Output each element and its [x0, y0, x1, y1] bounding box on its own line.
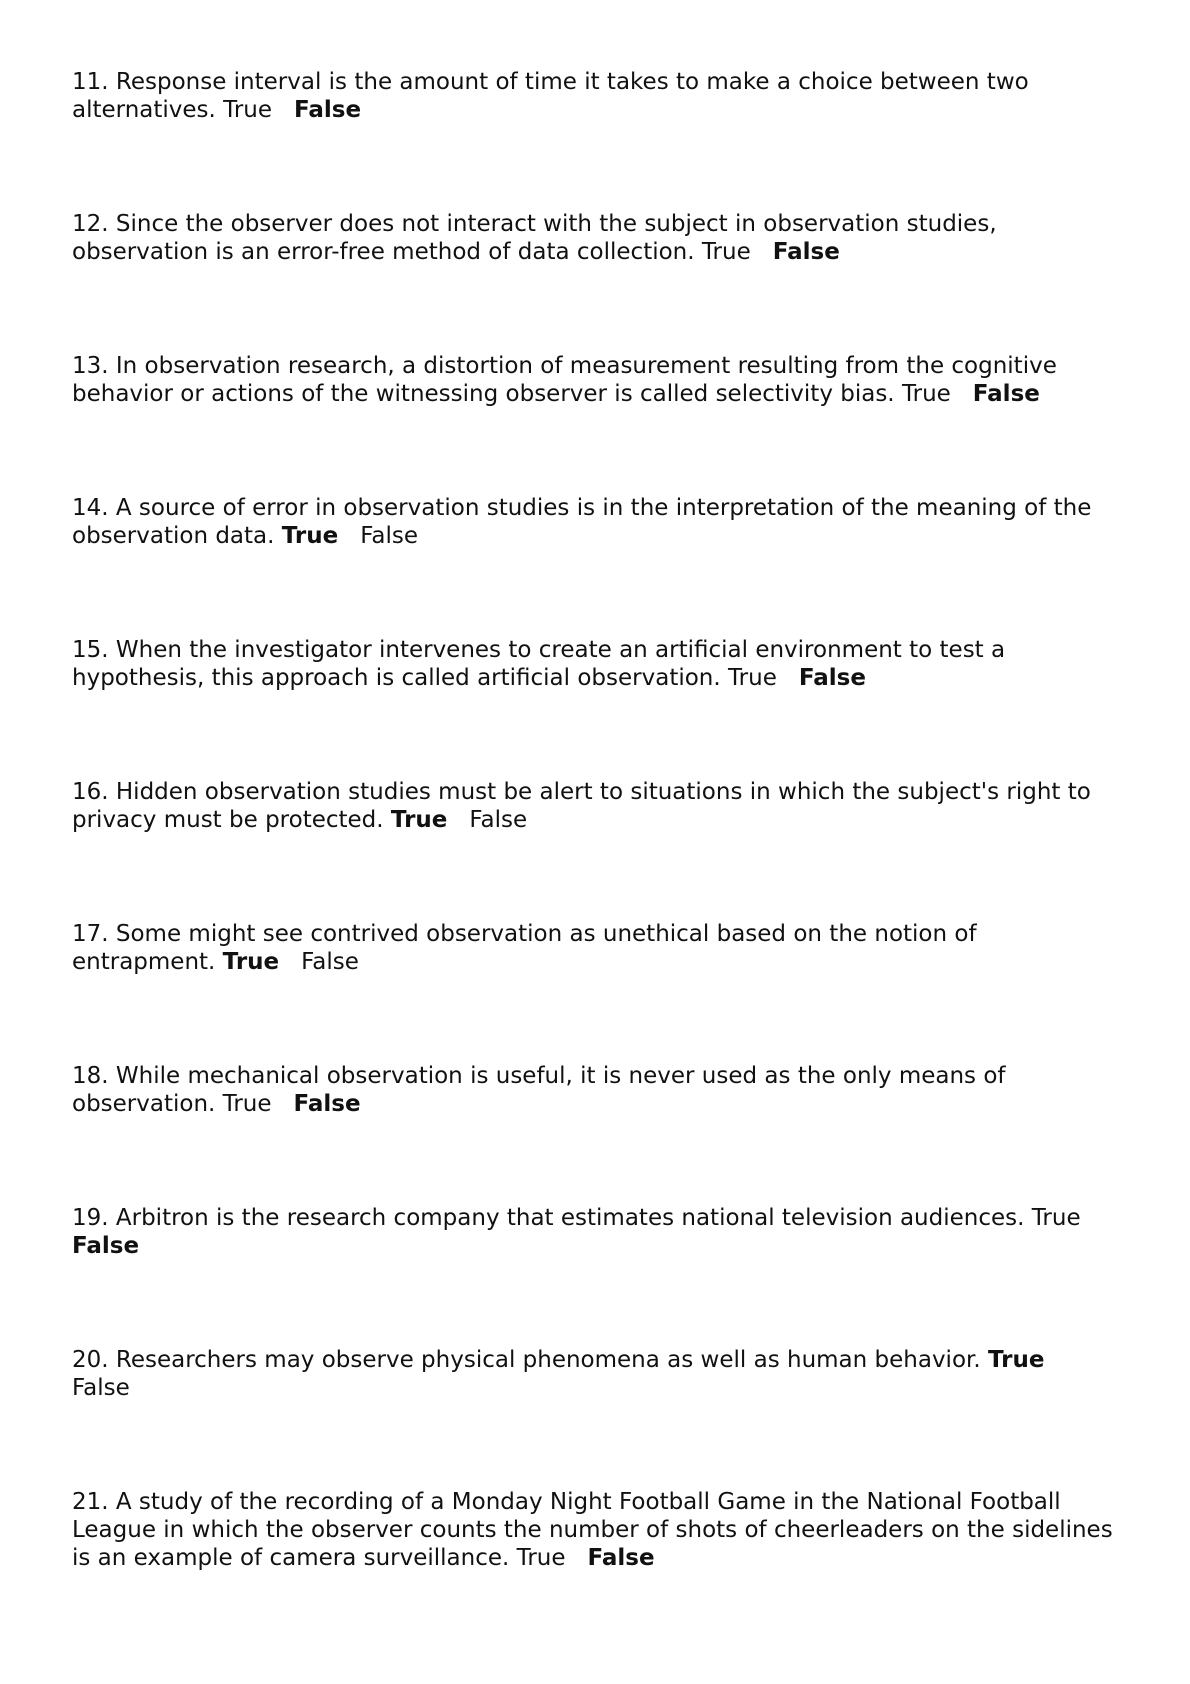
question-11: [72, 68, 1102, 124]
answer-false: False: [294, 97, 362, 123]
answer-true: True: [223, 97, 273, 123]
answer-true: True: [222, 1091, 272, 1117]
question-13: [72, 352, 1132, 408]
question-text: 14. A source of error in observation studies is in the interpretation of the meaning of the observation data.: [72, 495, 1092, 549]
question-text: 13. In observation research, a distortion of measurement resulting from the cognitive behavior or actions of the witnessing observer is called selectivity bias.: [72, 353, 1057, 407]
answer-false: False: [72, 1233, 140, 1259]
question-20: [72, 1346, 1072, 1402]
question-12: [72, 210, 1112, 266]
answer-false: False: [469, 807, 528, 833]
question-text: 16. Hidden observation studies must be alert to situations in which the subject's right to privacy must be protected.: [72, 779, 1091, 833]
answer-true: True: [516, 1545, 566, 1571]
answer-false: False: [360, 523, 418, 549]
answer-true: True: [728, 665, 777, 691]
question-text: 19. Arbitron is the research company that estimates national television audiences.: [72, 1205, 1025, 1231]
answer-false: False: [72, 1375, 130, 1401]
answer-true: True: [222, 949, 280, 975]
question-15: [72, 636, 1102, 692]
answer-false: False: [301, 949, 359, 975]
question-text: 12. Since the observer does not interact with the subject in observation studies, observation is an error-free method of data collection.: [72, 211, 997, 265]
question-19: [72, 1204, 1117, 1260]
answer-false: False: [293, 1091, 361, 1117]
answer-true: True: [901, 381, 951, 407]
answer-true: True: [701, 239, 751, 265]
question-text: 17. Some might see contrived observation as unethical based on the notion of entrapment.: [72, 921, 977, 975]
question-text: 11. Response interval is the amount of time it takes to make a choice between two alternatives.: [72, 69, 1029, 123]
answer-false: False: [798, 665, 866, 691]
answer-true: True: [1031, 1205, 1081, 1231]
question-text: 15. When the investigator intervenes to create an artificial environment to test a hypothesis, this approach is called artificial observation.: [72, 637, 1006, 691]
question-17: [72, 920, 1072, 976]
answer-true: True: [390, 807, 448, 833]
question-18: [72, 1062, 1102, 1118]
question-16: [72, 778, 1157, 834]
question-text: 21. A study of the recording of a Monday Night Football Game in the National Football League in which the observer counts the number of shots of cheerleaders on the sidelines is an example of camera surveillance.: [72, 1489, 1113, 1571]
question-14: [72, 494, 1157, 550]
question-text: 20. Researchers may observe physical phenomena as well as human behavior.: [72, 1347, 981, 1373]
answer-true: True: [281, 523, 339, 549]
answer-false: False: [972, 381, 1040, 407]
answer-true: True: [988, 1347, 1045, 1373]
question-text: 18. While mechanical observation is useful, it is never used as the only means of observation.: [72, 1063, 1006, 1117]
answer-false: False: [772, 239, 840, 265]
answer-false: False: [587, 1545, 655, 1571]
question-21: [72, 1488, 1132, 1572]
